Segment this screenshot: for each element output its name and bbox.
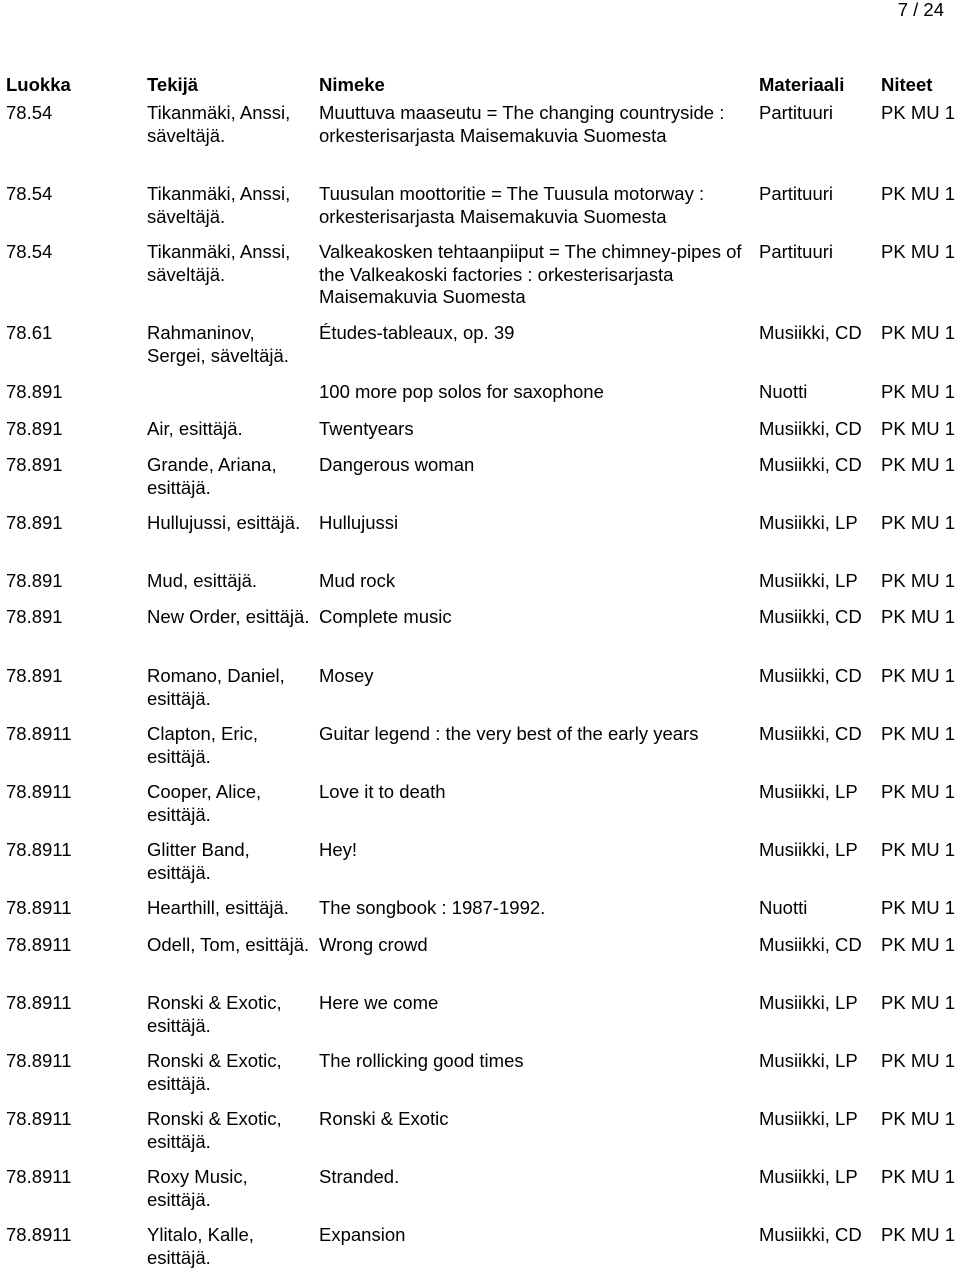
cell-luokka: 78.8911	[6, 839, 72, 860]
column-header-materiaali: Materiaali	[759, 74, 845, 95]
column-header-niteet: Niteet	[881, 74, 933, 95]
cell-luokka: 78.8911	[6, 1050, 72, 1071]
cell-luokka: 78.8911	[6, 723, 72, 744]
column-header-nimeke: Nimeke	[319, 74, 385, 95]
cell-luokka: 78.891	[6, 570, 63, 591]
cell-nimeke: Here we come	[319, 992, 439, 1013]
cell-materiaali: Musiikki, LP	[759, 839, 858, 860]
cell-nimeke: Complete music	[319, 606, 452, 627]
cell-tekija: Air, esittäjä.	[147, 418, 243, 439]
cell-nimeke: Dangerous woman	[319, 454, 475, 475]
cell-niteet: PK MU 1	[881, 992, 956, 1013]
cell-nimeke: Guitar legend : the very best of the early years	[319, 723, 699, 744]
cell-tekija: Tikanmäki, Anssi, säveltäjä.	[147, 183, 291, 227]
cell-nimeke: Love it to death	[319, 781, 446, 802]
cell-luokka: 78.8911	[6, 1108, 72, 1129]
cell-nimeke: Valkeakosken tehtaanpiiput = The chimney-pipes of the Valkeakoski factories : orkesterisarjasta Maisemakuvia Suomesta	[319, 241, 742, 307]
cell-niteet: PK MU 1	[881, 1224, 956, 1245]
column-header-tekija: Tekijä	[147, 74, 199, 95]
cell-luokka: 78.8911	[6, 992, 72, 1013]
cell-nimeke: The songbook : 1987-1992.	[319, 897, 546, 918]
cell-tekija: Roxy Music, esittäjä.	[147, 1166, 248, 1210]
cell-luokka: 78.8911	[6, 897, 72, 918]
cell-niteet: PK MU 1	[881, 781, 956, 802]
cell-nimeke: The rollicking good times	[319, 1050, 524, 1071]
cell-materiaali: Musiikki, CD	[759, 1224, 862, 1245]
cell-niteet: PK MU 1	[881, 241, 956, 262]
cell-materiaali: Musiikki, CD	[759, 665, 862, 686]
cell-niteet: PK MU 1	[881, 897, 956, 918]
cell-materiaali: Musiikki, CD	[759, 454, 862, 475]
cell-tekija: Hullujussi, esittäjä.	[147, 512, 301, 533]
cell-luokka: 78.54	[6, 183, 53, 204]
cell-tekija: Clapton, Eric, esittäjä.	[147, 723, 259, 767]
cell-materiaali: Partituuri	[759, 241, 834, 262]
cell-niteet: PK MU 1	[881, 1050, 956, 1071]
cell-nimeke: Mosey	[319, 665, 374, 686]
cell-nimeke: Twentyears	[319, 418, 414, 439]
cell-materiaali: Musiikki, CD	[759, 606, 862, 627]
cell-materiaali: Musiikki, LP	[759, 1108, 858, 1129]
cell-nimeke: Ronski & Exotic	[319, 1108, 449, 1129]
cell-niteet: PK MU 1	[881, 665, 956, 686]
cell-niteet: PK MU 1	[881, 606, 956, 627]
cell-niteet: PK MU 1	[881, 512, 956, 533]
cell-luokka: 78.54	[6, 241, 53, 262]
cell-luokka: 78.8911	[6, 781, 72, 802]
cell-nimeke: Mud rock	[319, 570, 396, 591]
cell-luokka: 78.891	[6, 512, 63, 533]
cell-tekija: Ylitalo, Kalle, esittäjä.	[147, 1224, 254, 1268]
cell-luokka: 78.54	[6, 102, 53, 123]
cell-materiaali: Musiikki, LP	[759, 570, 858, 591]
cell-materiaali: Musiikki, CD	[759, 934, 862, 955]
cell-nimeke: Hey!	[319, 839, 358, 860]
cell-nimeke: Études-tableaux, op. 39	[319, 322, 515, 343]
cell-tekija: Ronski & Exotic, esittäjä.	[147, 1050, 282, 1094]
cell-tekija: Mud, esittäjä.	[147, 570, 258, 591]
cell-luokka: 78.891	[6, 606, 63, 627]
cell-tekija: New Order, esittäjä.	[147, 606, 310, 627]
column-header-luokka: Luokka	[6, 74, 71, 95]
cell-materiaali: Musiikki, LP	[759, 512, 858, 533]
cell-materiaali: Nuotti	[759, 381, 808, 402]
cell-materiaali: Musiikki, LP	[759, 992, 858, 1013]
cell-niteet: PK MU 1	[881, 322, 956, 343]
cell-materiaali: Musiikki, CD	[759, 723, 862, 744]
cell-niteet: PK MU 1	[881, 723, 956, 744]
cell-tekija: Romano, Daniel, esittäjä.	[147, 665, 285, 709]
cell-materiaali: Musiikki, CD	[759, 418, 862, 439]
cell-niteet: PK MU 1	[881, 183, 956, 204]
cell-materiaali: Musiikki, CD	[759, 322, 862, 343]
cell-luokka: 78.8911	[6, 934, 72, 955]
cell-niteet: PK MU 1	[881, 934, 956, 955]
cell-tekija: Odell, Tom, esittäjä.	[147, 934, 310, 955]
cell-niteet: PK MU 1	[881, 570, 956, 591]
cell-luokka: 78.891	[6, 418, 63, 439]
cell-materiaali: Musiikki, LP	[759, 1166, 858, 1187]
cell-materiaali: Musiikki, LP	[759, 781, 858, 802]
cell-luokka: 78.891	[6, 381, 63, 402]
cell-tekija: Ronski & Exotic, esittäjä.	[147, 992, 282, 1036]
cell-nimeke: Stranded.	[319, 1166, 400, 1187]
cell-niteet: PK MU 1	[881, 102, 956, 123]
cell-nimeke: Muuttuva maaseutu = The changing countryside : orkesterisarjasta Maisemakuvia Suomesta	[319, 102, 725, 146]
cell-nimeke: Wrong crowd	[319, 934, 428, 955]
page-number: 7 / 24	[897, 0, 944, 20]
cell-luokka: 78.891	[6, 665, 63, 686]
cell-materiaali: Musiikki, LP	[759, 1050, 858, 1071]
cell-nimeke: Expansion	[319, 1224, 406, 1245]
cell-tekija: Glitter Band, esittäjä.	[147, 839, 250, 883]
cell-materiaali: Nuotti	[759, 897, 808, 918]
cell-niteet: PK MU 1	[881, 1166, 956, 1187]
cell-luokka: 78.891	[6, 454, 63, 475]
cell-tekija: Ronski & Exotic, esittäjä.	[147, 1108, 282, 1152]
cell-niteet: PK MU 1	[881, 839, 956, 860]
cell-niteet: PK MU 1	[881, 1108, 956, 1129]
cell-tekija: Cooper, Alice, esittäjä.	[147, 781, 262, 825]
cell-materiaali: Partituuri	[759, 102, 834, 123]
cell-niteet: PK MU 1	[881, 454, 956, 475]
cell-nimeke: Tuusulan moottoritie = The Tuusula motorway : orkesterisarjasta Maisemakuvia Suomesta	[319, 183, 705, 227]
cell-materiaali: Partituuri	[759, 183, 834, 204]
cell-tekija: Tikanmäki, Anssi, säveltäjä.	[147, 241, 291, 285]
cell-luokka: 78.61	[6, 322, 53, 343]
cell-niteet: PK MU 1	[881, 381, 956, 402]
cell-luokka: 78.8911	[6, 1166, 72, 1187]
cell-niteet: PK MU 1	[881, 418, 956, 439]
cell-nimeke: 100 more pop solos for saxophone	[319, 381, 604, 402]
cell-nimeke: Hullujussi	[319, 512, 399, 533]
cell-tekija: Grande, Ariana, esittäjä.	[147, 454, 277, 498]
cell-tekija: Hearthill, esittäjä.	[147, 897, 289, 918]
cell-luokka: 78.8911	[6, 1224, 72, 1245]
cell-tekija: Rahmaninov, Sergei, säveltäjä.	[147, 322, 289, 366]
cell-tekija: Tikanmäki, Anssi, säveltäjä.	[147, 102, 291, 146]
